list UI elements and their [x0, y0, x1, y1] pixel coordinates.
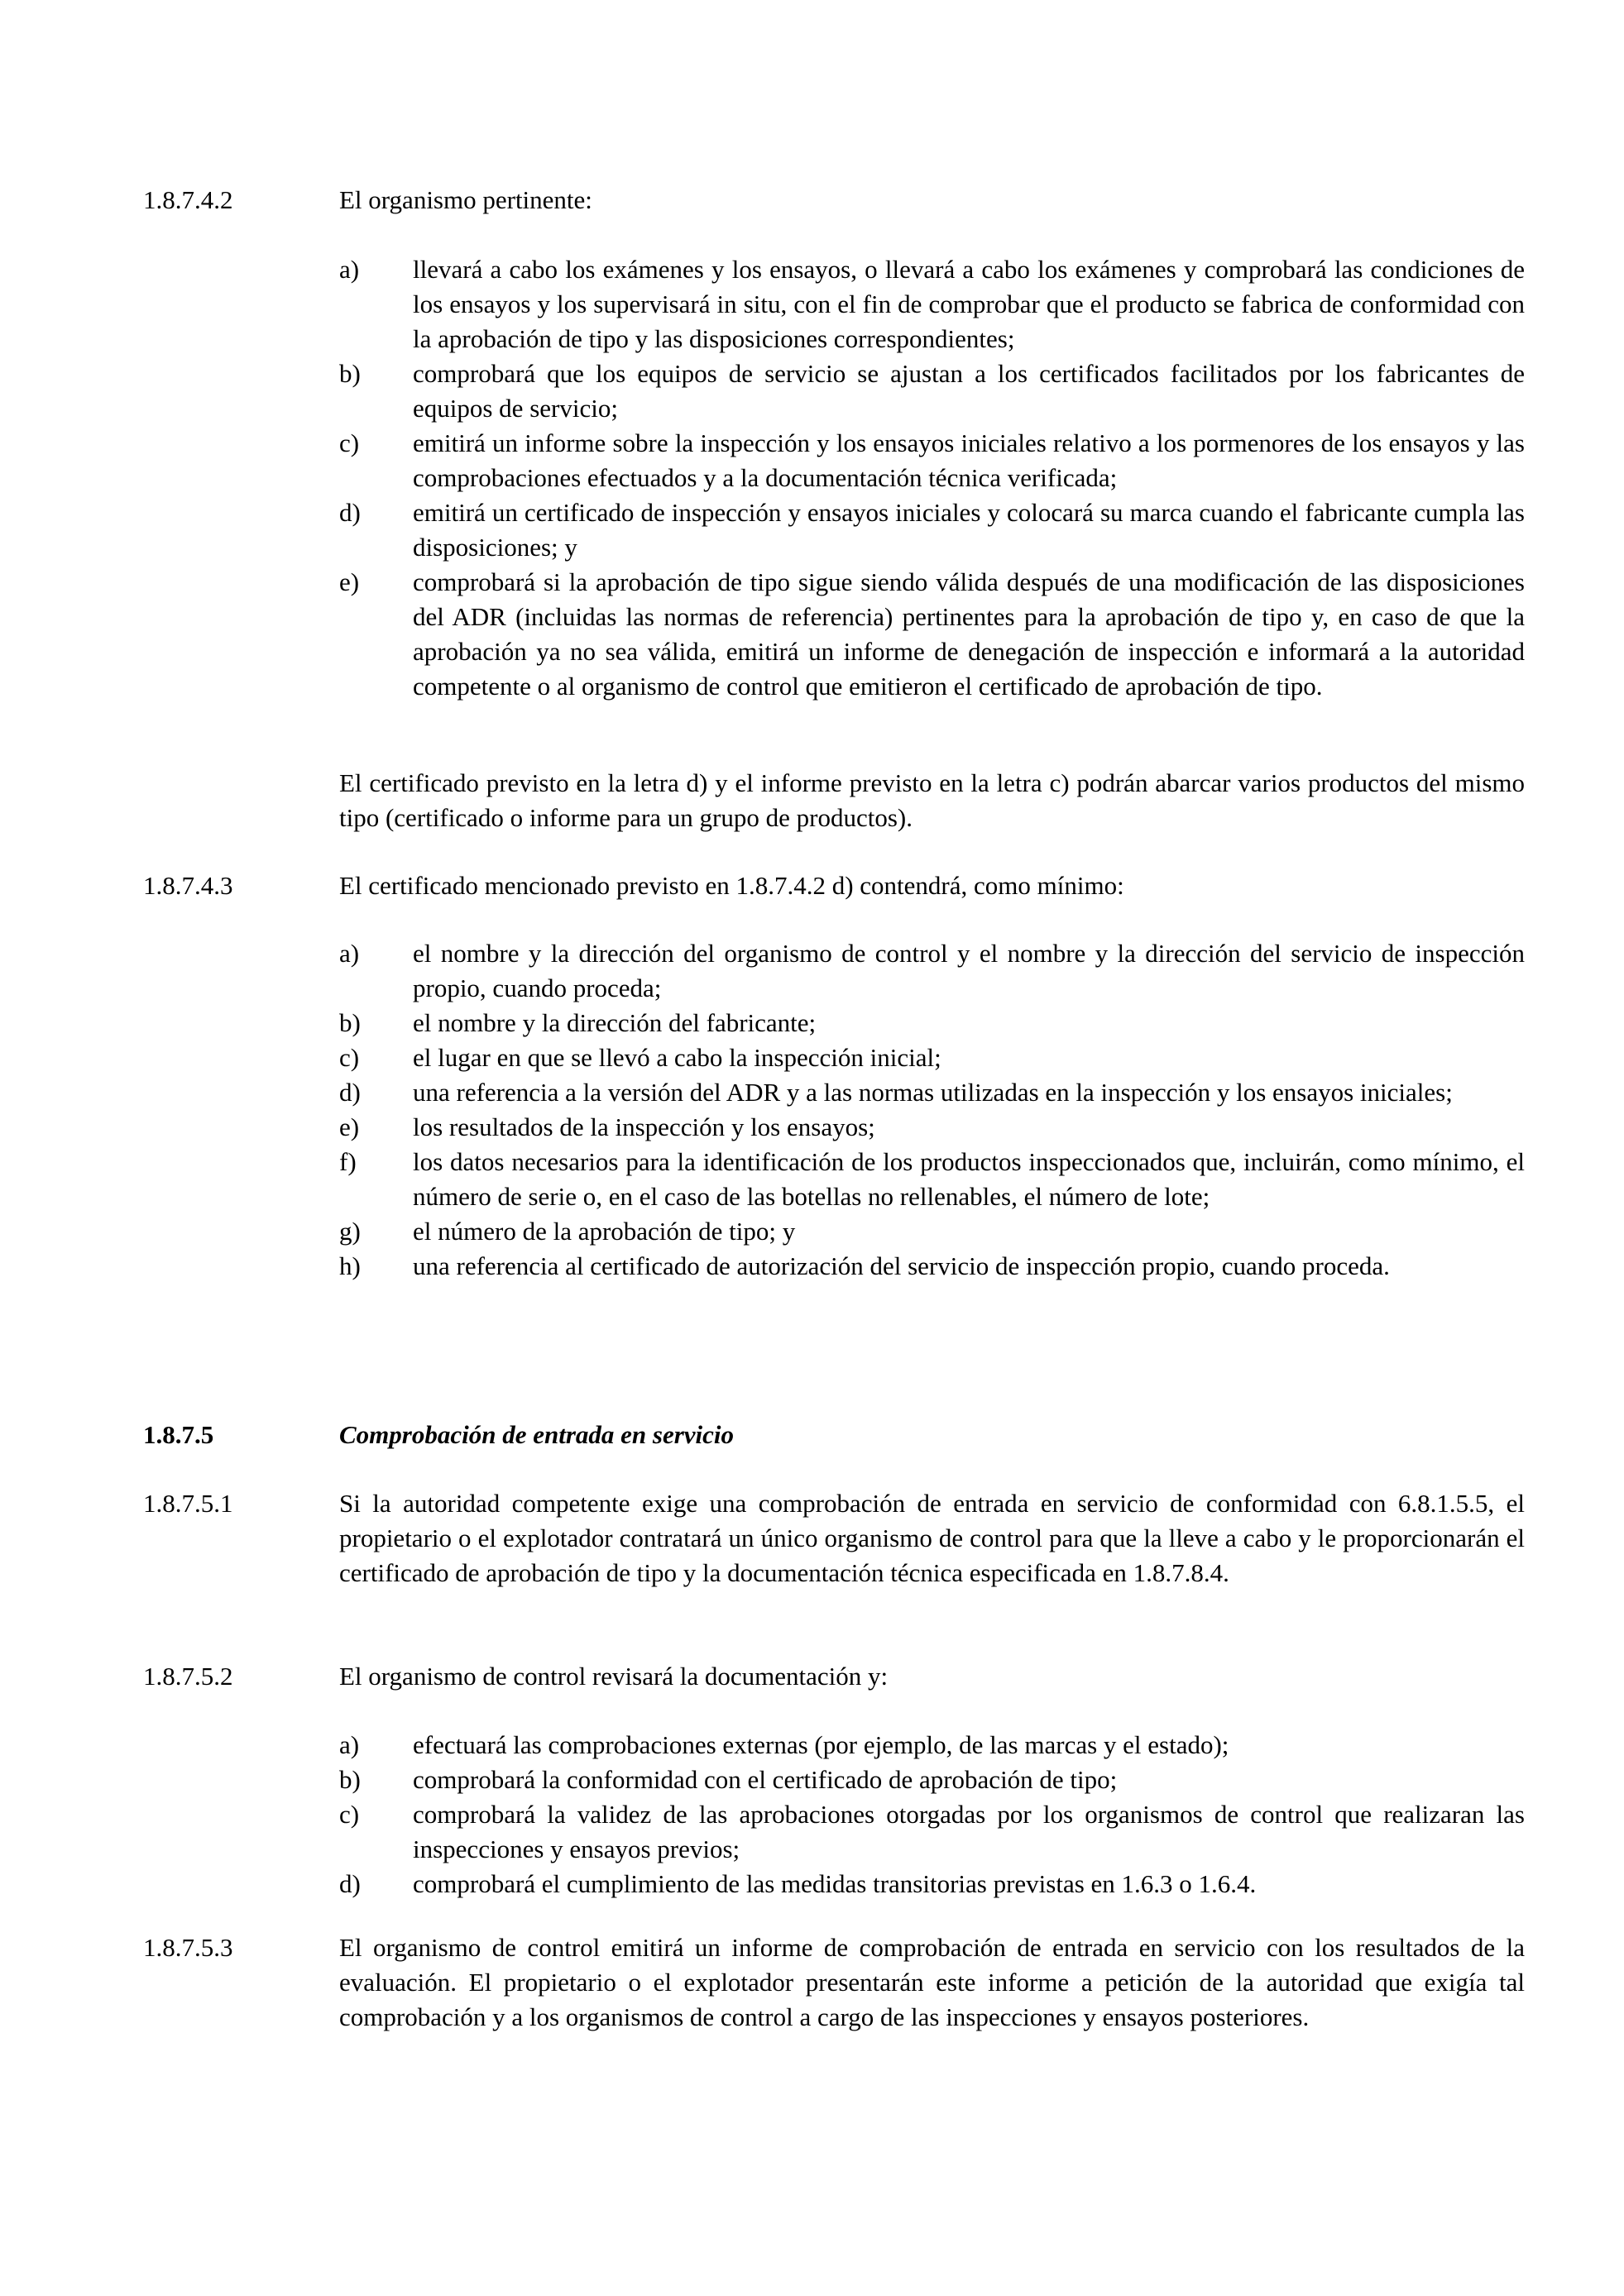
item-label: c): [339, 428, 360, 457]
list-item: [339, 1075, 1525, 1110]
item-text: el lugar en que se llevó a cabo la inspección inicial;: [413, 1043, 941, 1072]
list-item: [339, 1249, 1525, 1284]
item-text: los resultados de la inspección y los ensayos;: [413, 1112, 875, 1141]
list-item: [339, 1006, 1525, 1040]
section-intro: El organismo pertinente:: [339, 185, 592, 214]
item-label: a): [339, 255, 360, 284]
item-text: emitirá un certificado de inspección y ensayos iniciales y colocará su marca cuando el fabricante cumpla las disposiciones; y: [413, 498, 1525, 562]
item-label: c): [339, 1043, 360, 1072]
section-closing: El certificado previsto en la letra d) y el informe previsto en la letra c) podrán abarcar varios productos del mismo tipo (certificado o informe para un grupo de productos).: [339, 768, 1525, 832]
item-text: comprobará la validez de las aprobaciones otorgadas por los organismos de control que realizaran las inspecciones y ensayos previos;: [413, 1800, 1525, 1863]
item-label: b): [339, 1008, 361, 1037]
section-number: 1.8.7.5.2: [143, 1662, 233, 1691]
item-label: g): [339, 1217, 361, 1246]
item-label: b): [339, 359, 361, 388]
list-item: [339, 1728, 1525, 1763]
item-label: a): [339, 939, 360, 968]
item-label: c): [339, 1800, 360, 1829]
list-1-8-7-5-2: [339, 1728, 1525, 1901]
list-item: [339, 1797, 1525, 1867]
list-item: [339, 1110, 1525, 1145]
item-text: llevará a cabo los exámenes y los ensayos, o llevará a cabo los exámenes y comprobará las condiciones de los ensayos y los supervisará in situ, con el fin de comprobar que el producto se fabrica de conformidad con la aprobación de tipo y las disposiciones correspondientes;: [413, 255, 1525, 353]
item-text: los datos necesarios para la identificación de los productos inspeccionados que, incluirán, como mínimo, el número de serie o, en el caso de las botellas no rellenables, el número de lote;: [413, 1147, 1525, 1211]
list-1-8-7-4-3: [339, 936, 1525, 1284]
section-number: 1.8.7.5.1: [143, 1489, 233, 1518]
list-item: [339, 495, 1525, 565]
list-item: [339, 1145, 1525, 1214]
item-label: h): [339, 1251, 361, 1280]
item-text: efectuará las comprobaciones externas (por ejemplo, de las marcas y el estado);: [413, 1730, 1229, 1759]
item-label: d): [339, 1078, 361, 1107]
section-text: El organismo de control emitirá un informe de comprobación de entrada en servicio con los resultados de la evaluación. El propietario o el explotador presentarán este informe a petición de la autoridad que exigía tal comprobación y a los organismos de control a cargo de las inspecciones y ensayos posteriores.: [339, 1933, 1525, 2031]
section-intro: El certificado mencionado previsto en 1.8.7.4.2 d) contendrá, como mínimo:: [339, 871, 1124, 900]
item-text: comprobará que los equipos de servicio se ajustan a los certificados facilitados por los fabricantes de equipos de servicio;: [413, 359, 1525, 423]
section-number: 1.8.7.4.3: [143, 871, 233, 900]
section-number: 1.8.7.5: [143, 1420, 214, 1449]
item-label: e): [339, 567, 360, 596]
section-number: 1.8.7.4.2: [143, 185, 233, 214]
section-text: Si la autoridad competente exige una comprobación de entrada en servicio de conformidad con 6.8.1.5.5, el propietario o el explotador contratará un único organismo de control para que la lleve a cabo y le proporcionarán el certificado de aprobación de tipo y la documentación técnica especificada en 1.8.7.8.4.: [339, 1489, 1525, 1587]
item-label: e): [339, 1112, 360, 1141]
list-1-8-7-4-2: [339, 252, 1525, 704]
list-item: [339, 1867, 1525, 1901]
item-text: emitirá un informe sobre la inspección y los ensayos iniciales relativo a los pormenores de los ensayos y las comprobaciones efectuados y a la documentación técnica verificada;: [413, 428, 1525, 492]
item-label: b): [339, 1765, 361, 1794]
list-item: [339, 1763, 1525, 1797]
section-number: 1.8.7.5.3: [143, 1933, 233, 1962]
list-item: [339, 936, 1525, 1006]
item-label: a): [339, 1730, 360, 1759]
section-heading: Comprobación de entrada en servicio: [339, 1420, 735, 1449]
item-label: f): [339, 1147, 357, 1176]
list-item: [339, 356, 1525, 426]
item-label: d): [339, 498, 361, 527]
item-text: comprobará si la aprobación de tipo sigue siendo válida después de una modificación de las disposiciones del ADR (incluidas las normas de referencia) pertinentes para la aprobación de tipo y, en caso de que la aprobación ya no sea válida, emitirá un informe de denegación de inspección e informará a la autoridad competente o al organismo de control que emitieron el certificado de aprobación de tipo.: [413, 567, 1525, 701]
item-text: el nombre y la dirección del fabricante;: [413, 1008, 817, 1037]
item-text: una referencia a la versión del ADR y a las normas utilizadas en la inspección y los ensayos iniciales;: [413, 1078, 1453, 1107]
list-item: [339, 426, 1525, 495]
item-text: una referencia al certificado de autorización del servicio de inspección propio, cuando proceda.: [413, 1251, 1390, 1280]
item-label: d): [339, 1869, 361, 1898]
section-intro: El organismo de control revisará la documentación y:: [339, 1662, 889, 1691]
item-text: el nombre y la dirección del organismo de control y el nombre y la dirección del servicio de inspección propio, cuando proceda;: [413, 939, 1525, 1002]
list-item: [339, 1040, 1525, 1075]
list-item: [339, 252, 1525, 356]
item-text: comprobará la conformidad con el certificado de aprobación de tipo;: [413, 1765, 1118, 1794]
item-text: el número de la aprobación de tipo; y: [413, 1217, 796, 1246]
list-item: [339, 565, 1525, 704]
item-text: comprobará el cumplimiento de las medidas transitorias previstas en 1.6.3 o 1.6.4.: [413, 1869, 1257, 1898]
list-item: [339, 1214, 1525, 1249]
